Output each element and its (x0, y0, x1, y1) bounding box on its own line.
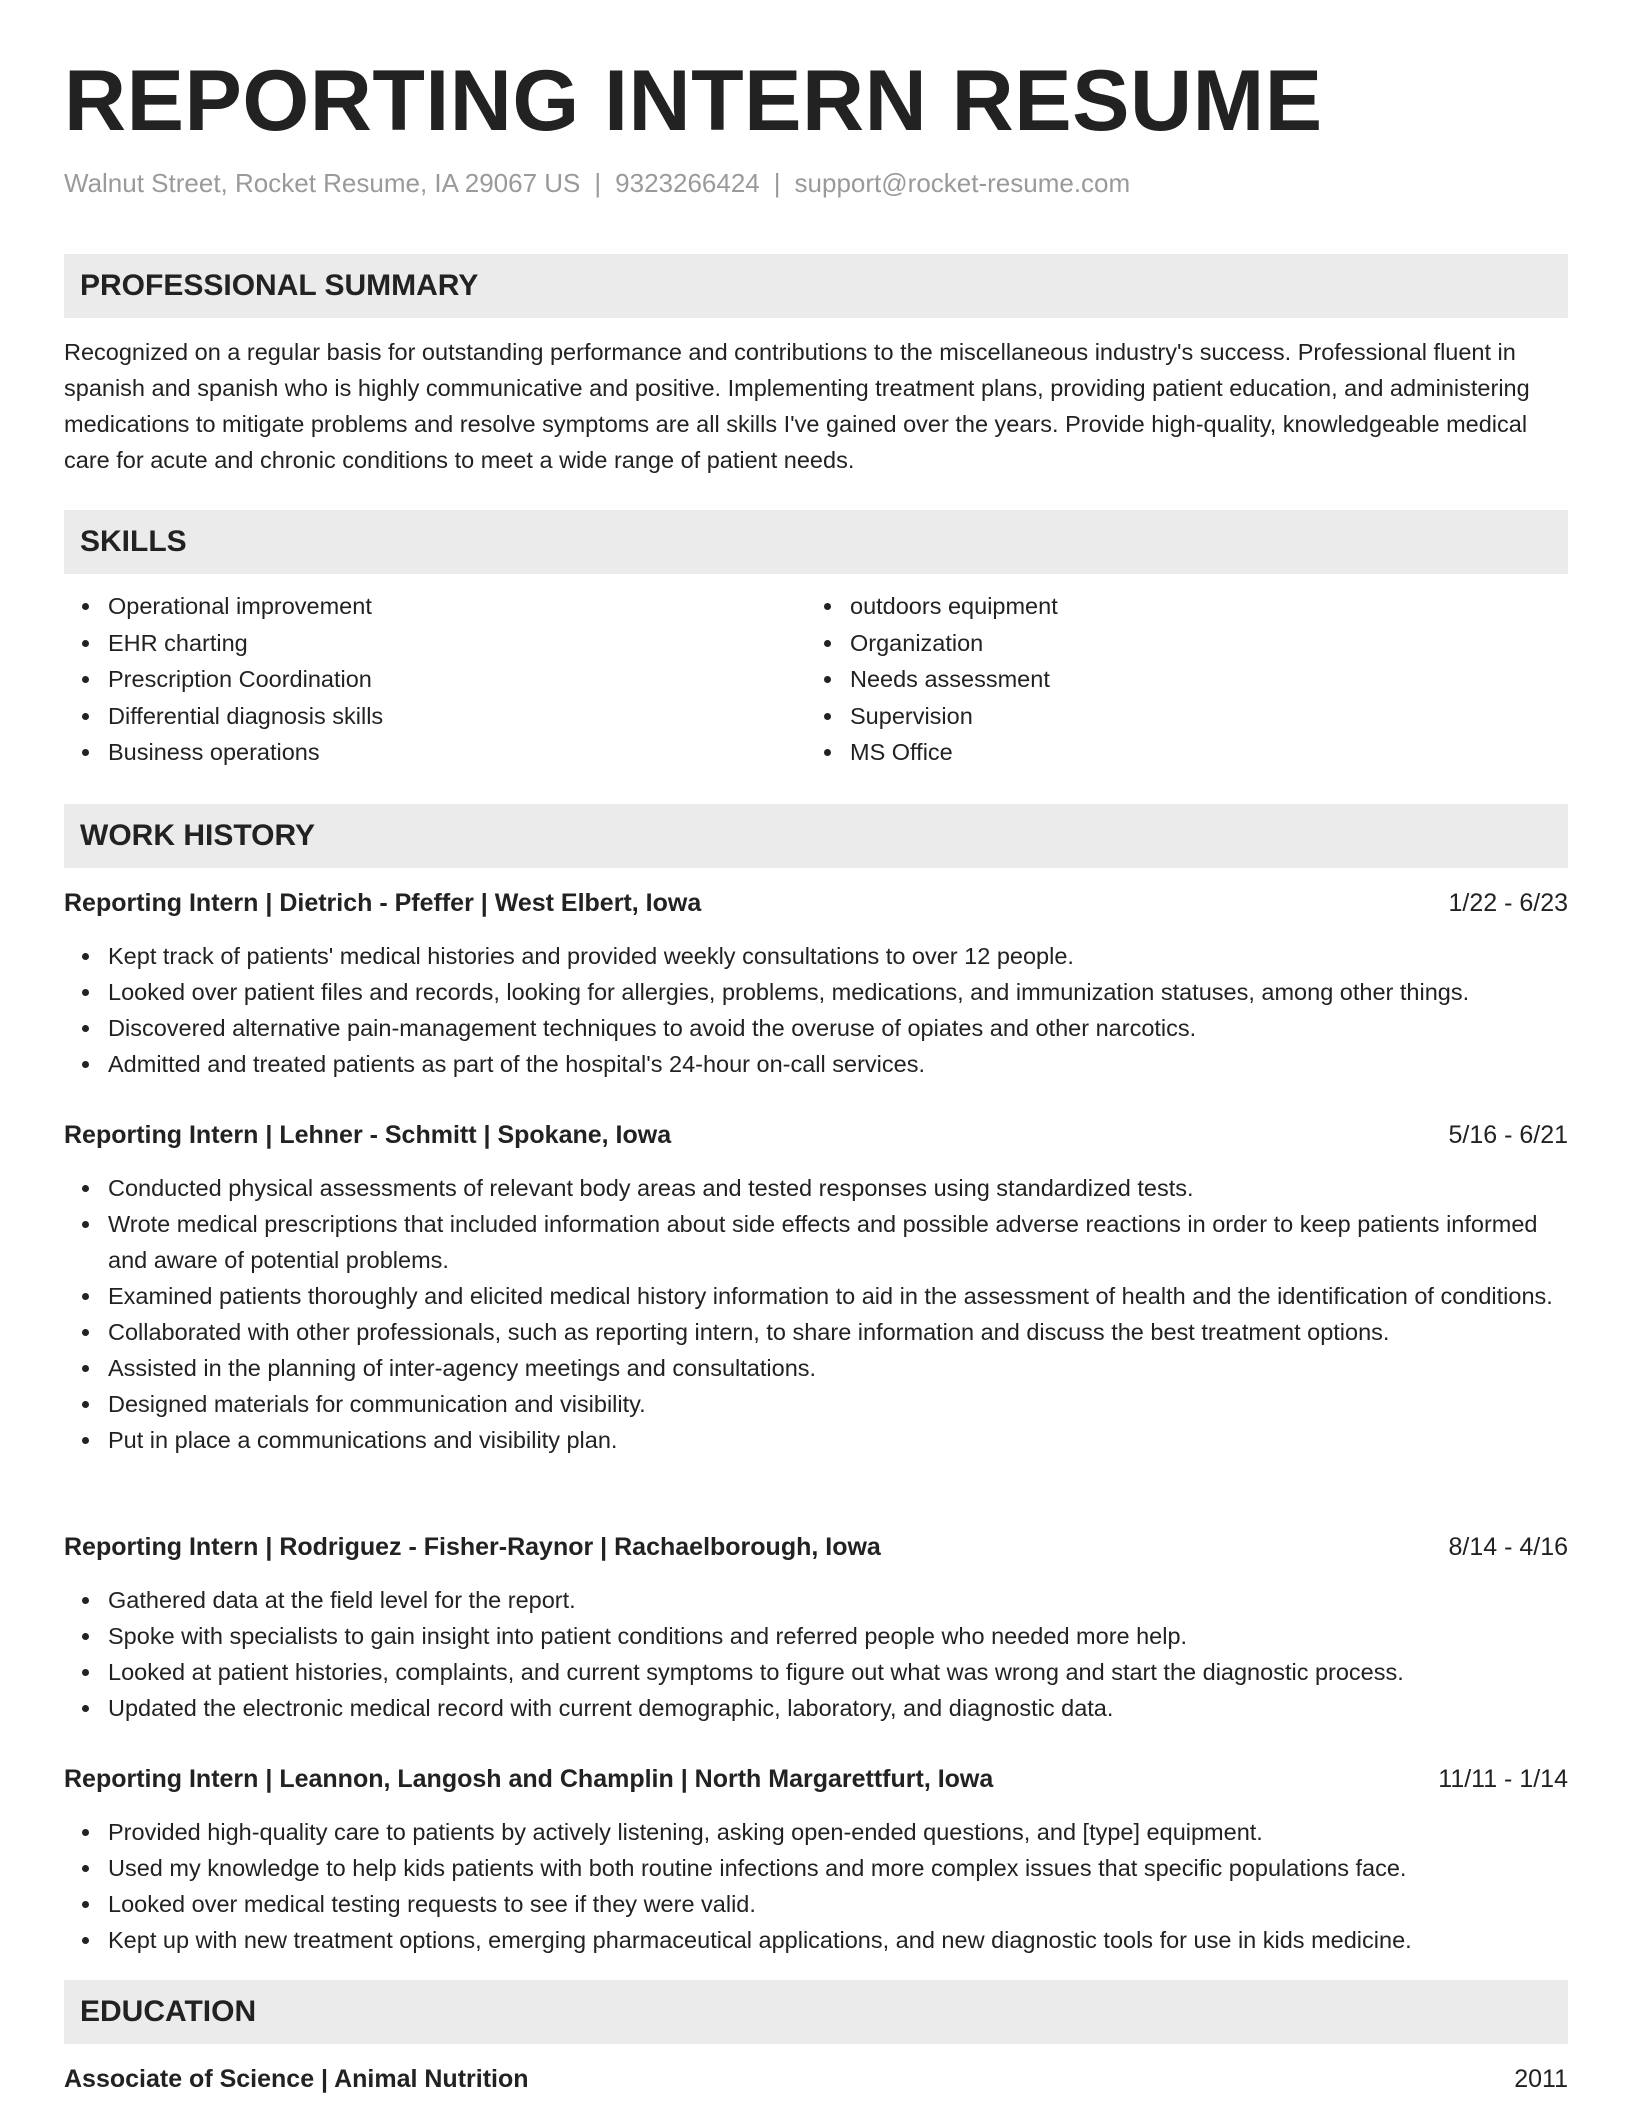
section-heading-summary: PROFESSIONAL SUMMARY (64, 254, 1568, 318)
bullet-item: Collaborated with other professionals, such as reporting intern, to share information and discuss the best treatment options. (64, 1314, 1574, 1350)
job-bullets (64, 938, 1574, 1082)
skill-item: Needs assessment (806, 661, 1058, 698)
address: Walnut Street, Rocket Resume, IA 29067 US (64, 168, 581, 198)
skill-item: Organization (806, 625, 1058, 662)
job-dates: 11/11 - 1/14 (1438, 1765, 1568, 1793)
job-title: Reporting Intern | Rodriguez - Fisher-Raynor | Rachaelborough, Iowa (64, 1533, 881, 1561)
skill-item: MS Office (806, 734, 1058, 771)
bullet-item: Looked at patient histories, complaints, and current symptoms to figure out what was wrong and start the diagnostic process. (64, 1654, 1574, 1690)
skills-list-right (806, 588, 1058, 771)
job-title: Reporting Intern | Leannon, Langosh and Champlin | North Margarettfurt, Iowa (64, 1765, 994, 1793)
resume-title: REPORTING INTERN RESUME (64, 53, 1323, 149)
bullet-item: Provided high-quality care to patients by actively listening, asking open-ended questions, and [type] equipment. (64, 1814, 1574, 1850)
job-dates: 8/14 - 4/16 (1448, 1533, 1568, 1561)
skill-item: Business operations (64, 734, 383, 771)
bullet-item: Used my knowledge to help kids patients with both routine infections and more complex issues that specific populations face. (64, 1850, 1574, 1886)
bullet-item: Spoke with specialists to gain insight into patient conditions and referred people who needed more help. (64, 1618, 1574, 1654)
bullet-item: Put in place a communications and visibility plan. (64, 1422, 1574, 1458)
contact-line (64, 168, 1130, 199)
separator: | (594, 168, 602, 198)
section-heading-education: EDUCATION (64, 1980, 1568, 2044)
skill-item: Prescription Coordination (64, 661, 383, 698)
job-title: Reporting Intern | Dietrich - Pfeffer | West Elbert, Iowa (64, 889, 702, 917)
job-title: Reporting Intern | Lehner - Schmitt | Spokane, Iowa (64, 1121, 672, 1149)
email[interactable]: support@rocket-resume.com (794, 168, 1131, 198)
job-bullets (64, 1582, 1574, 1726)
bullet-item: Discovered alternative pain-management techniques to avoid the overuse of opiates and other narcotics. (64, 1010, 1574, 1046)
bullet-item: Looked over patient files and records, looking for allergies, problems, medications, and immunization statuses, among other things. (64, 974, 1574, 1010)
bullet-item: Gathered data at the field level for the report. (64, 1582, 1574, 1618)
bullet-item: Assisted in the planning of inter-agency meetings and consultations. (64, 1350, 1574, 1386)
bullet-item: Kept track of patients' medical histories and provided weekly consultations to over 12 people. (64, 938, 1574, 974)
skill-item: Supervision (806, 698, 1058, 735)
skill-item: Differential diagnosis skills (64, 698, 383, 735)
bullet-item: Looked over medical testing requests to see if they were valid. (64, 1886, 1574, 1922)
education-year: 2011 (1514, 2065, 1568, 2093)
summary-text: Recognized on a regular basis for outstanding performance and contributions to the miscellaneous industry's success. Professional fluent in spanish and spanish who is highly communicative and positive. Implementing treatment plans, providing patient education, and administering medications to mitigate problems and resolve symptoms are all skills I've gained over the years. Provide high-quality, knowledgeable medical care for acute and chronic conditions to meet a wide range of patient needs. (64, 339, 1530, 473)
bullet-item: Examined patients thoroughly and elicited medical history information to aid in the assessment of health and the identification of conditions. (64, 1278, 1574, 1314)
separator: | (773, 168, 781, 198)
job-bullets (64, 1814, 1574, 1958)
bullet-item: Wrote medical prescriptions that included information about side effects and possible adverse reactions in order to keep patients informed and aware of potential problems. (64, 1206, 1574, 1278)
skill-item: EHR charting (64, 625, 383, 662)
skills-list-left (64, 588, 383, 771)
bullet-item: Conducted physical assessments of relevant body areas and tested responses using standardized tests. (64, 1170, 1574, 1206)
skill-item: outdoors equipment (806, 588, 1058, 625)
bullet-item: Kept up with new treatment options, emerging pharmaceutical applications, and new diagnostic tools for use in kids medicine. (64, 1922, 1574, 1958)
job-dates: 1/22 - 6/23 (1448, 889, 1568, 917)
job-dates: 5/16 - 6/21 (1448, 1121, 1568, 1149)
phone: 9323266424 (615, 168, 760, 198)
bullet-item: Designed materials for communication and visibility. (64, 1386, 1574, 1422)
education-title: Associate of Science | Animal Nutrition (64, 2065, 529, 2093)
section-heading-work-history: WORK HISTORY (64, 804, 1568, 868)
bullet-item: Admitted and treated patients as part of the hospital's 24-hour on-call services. (64, 1046, 1574, 1082)
job-bullets (64, 1170, 1574, 1458)
bullet-item: Updated the electronic medical record with current demographic, laboratory, and diagnostic data. (64, 1690, 1574, 1726)
section-heading-skills: SKILLS (64, 510, 1568, 574)
skill-item: Operational improvement (64, 588, 383, 625)
